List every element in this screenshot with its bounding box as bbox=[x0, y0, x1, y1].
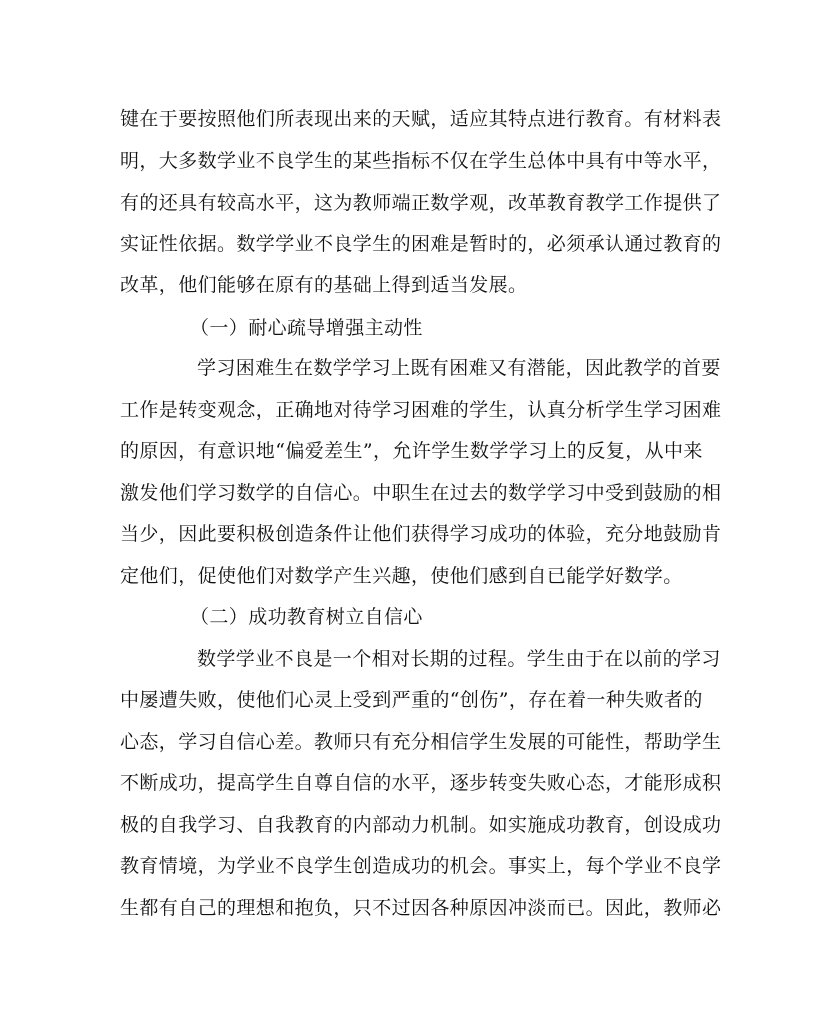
paragraph-line: 不断成功，提高学生自尊自信的水平，逐步转变失败心态，才能形成积 bbox=[120, 772, 722, 794]
paragraph-line: 极的自我学习、自我教育的内部动力机制。如实施成功教育，创设成功 bbox=[120, 814, 722, 836]
paragraph-line: 工作是转变观念，正确地对待学习困难的学生，认真分析学生学习困难 bbox=[120, 399, 722, 421]
paragraph-line: 定他们，促使他们对数学产生兴趣，使他们感到自已能学好数学。 bbox=[120, 565, 683, 587]
paragraph-line: 改革，他们能够在原有的基础上得到适当发展。 bbox=[120, 274, 528, 296]
paragraph-line: 教育情境，为学业不良学生创造成功的机会。事实上，每个学业不良学 bbox=[120, 855, 722, 877]
paragraph-line: 数学学业不良是一个相对长期的过程。学生由于在以前的学习 bbox=[197, 648, 721, 670]
paragraph-line: 的原因，有意识地“偏爱差生”，允许学生数学学习上的反复，从中来 bbox=[120, 440, 703, 462]
paragraph-line: 当少，因此要积极创造条件让他们获得学习成功的体验，充分地鼓励肯 bbox=[120, 523, 722, 545]
paragraph-line: 激发他们学习数学的自信心。中职生在过去的数学学习中受到鼓励的相 bbox=[120, 482, 722, 504]
paragraph-line: 有的还具有较高水平，这为教师端正数学观，改革教育教学工作提供了 bbox=[120, 192, 722, 214]
paragraph-line: 心态，学习自信心差。教师只有充分相信学生发展的可能性，帮助学生 bbox=[120, 731, 722, 753]
section-heading: （一）耐心疏导增强主动性 bbox=[190, 317, 423, 339]
paragraph-line: 明，大多数学业不良学生的某些指标不仅在学生总体中具有中等水平， bbox=[120, 150, 722, 172]
paragraph-line: 实证性依据。数学学业不良学生的困难是暂时的，必须承认通过教育的 bbox=[120, 233, 722, 255]
section-heading: （二）成功教育树立自信心 bbox=[190, 606, 423, 628]
paragraph-line: 生都有自己的理想和抱负，只不过因各种原因冲淡而已。因此，教师必 bbox=[120, 897, 722, 919]
paragraph-line: 键在于要按照他们所表现出来的天赋，适应其特点进行教育。有材料表 bbox=[120, 108, 722, 130]
paragraph-line: 中屡遭失败，使他们心灵上受到严重的“创伤”，存在着一种失败者的 bbox=[120, 689, 703, 711]
paragraph-line: 学习困难生在数学学习上既有困难又有潜能，因此教学的首要 bbox=[197, 357, 721, 379]
